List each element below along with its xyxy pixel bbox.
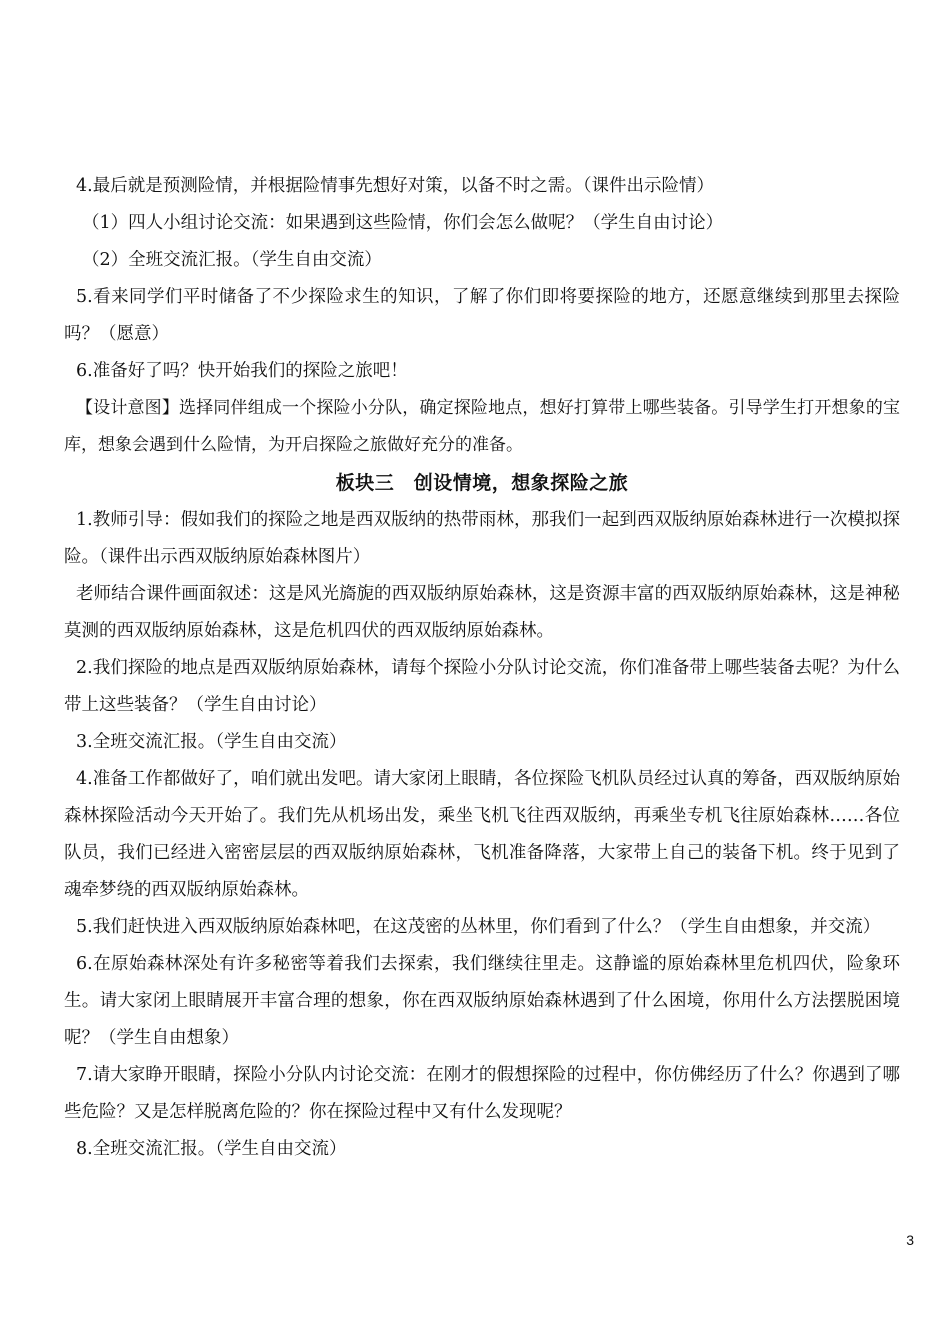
paragraph-section3-step-2: 2.我们探险的地点是西双版纳原始森林，请每个探险小分队讨论交流，你们准备带上哪些装备去呢？为什么带上这些装备？（学生自由讨论）: [64, 658, 900, 715]
paragraph-step-4-2: （2）全班交流汇报。（学生自由交流）: [82, 250, 382, 270]
paragraph-section3-step-4: 4.准备工作都做好了，咱们就出发吧。请大家闭上眼睛，各位探险飞机队员经过认真的筹备，西双版纳原始森林探险活动今天开始了。我们先从机场出发，乘坐飞机飞往西双版纳，再乘坐专机飞往原始森林……各位队员，我们已经进入密密层层的西双版纳原始森林，飞机准备降落，大家带上自己的装备下机。终于见到了魂牵梦绕的西双版纳原始森林。: [64, 769, 900, 900]
paragraph-section3-step-5: 5.我们赶快进入西双版纳原始森林吧，在这茂密的丛林里，你们看到了什么？（学生自由想象，并交流）: [76, 917, 881, 937]
paragraph-section3-step-7: 7.请大家睁开眼睛，探险小分队内讨论交流：在刚才的假想探险的过程中，你仿佛经历了什么？你遇到了哪些危险？又是怎样脱离危险的？你在探险过程中又有什么发现呢？: [64, 1065, 900, 1122]
page-number: 3: [906, 1232, 914, 1248]
paragraph-section3-step-3: 3.全班交流汇报。（学生自由交流）: [76, 732, 347, 752]
paragraph-teacher-narration: 老师结合课件画面叙述：这是风光旖旎的西双版纳原始森林，这是资源丰富的西双版纳原始森林，这是神秘莫测的西双版纳原始森林，这是危机四伏的西双版纳原始森林。: [64, 584, 900, 641]
paragraph-section3-step-6: 6.在原始森林深处有许多秘密等着我们去探索，我们继续往里走。这静谧的原始森林里危机四伏，险象环生。请大家闭上眼睛展开丰富合理的想象，你在西双版纳原始森林遇到了什么困境，你用什么方法摆脱困境呢？（学生自由想象）: [64, 954, 900, 1048]
paragraph-section3-step-8: 8.全班交流汇报。（学生自由交流）: [76, 1139, 347, 1159]
paragraph-step-4-1: （1）四人小组讨论交流：如果遇到这些险情，你们会怎么做呢？（学生自由讨论）: [82, 213, 724, 233]
design-intent-paragraph: 【设计意图】选择同伴组成一个探险小分队，确定探险地点，想好打算带上哪些装备。引导学生打开想象的宝库，想象会遇到什么险情，为开启探险之旅做好充分的准备。: [64, 398, 900, 455]
section-title: 板块三 创设情境，想象探险之旅: [335, 472, 629, 494]
paragraph-step-6: 6.准备好了吗？快开始我们的探险之旅吧！: [76, 361, 408, 381]
paragraph-step-5: 5.看来同学们平时储备了不少探险求生的知识，了解了你们即将要探险的地方，还愿意继续到那里去探险吗？（愿意）: [64, 287, 900, 344]
page-content: [64, 168, 900, 1168]
paragraph-step-4: 4.最后就是预测险情，并根据险情事先想好对策，以备不时之需。（课件出示险情）: [76, 176, 714, 196]
paragraph-section3-step-1: 1.教师引导：假如我们的探险之地是西双版纳的热带雨林，那我们一起到西双版纳原始森林进行一次模拟探险。（课件出示西双版纳原始森林图片）: [64, 510, 900, 567]
